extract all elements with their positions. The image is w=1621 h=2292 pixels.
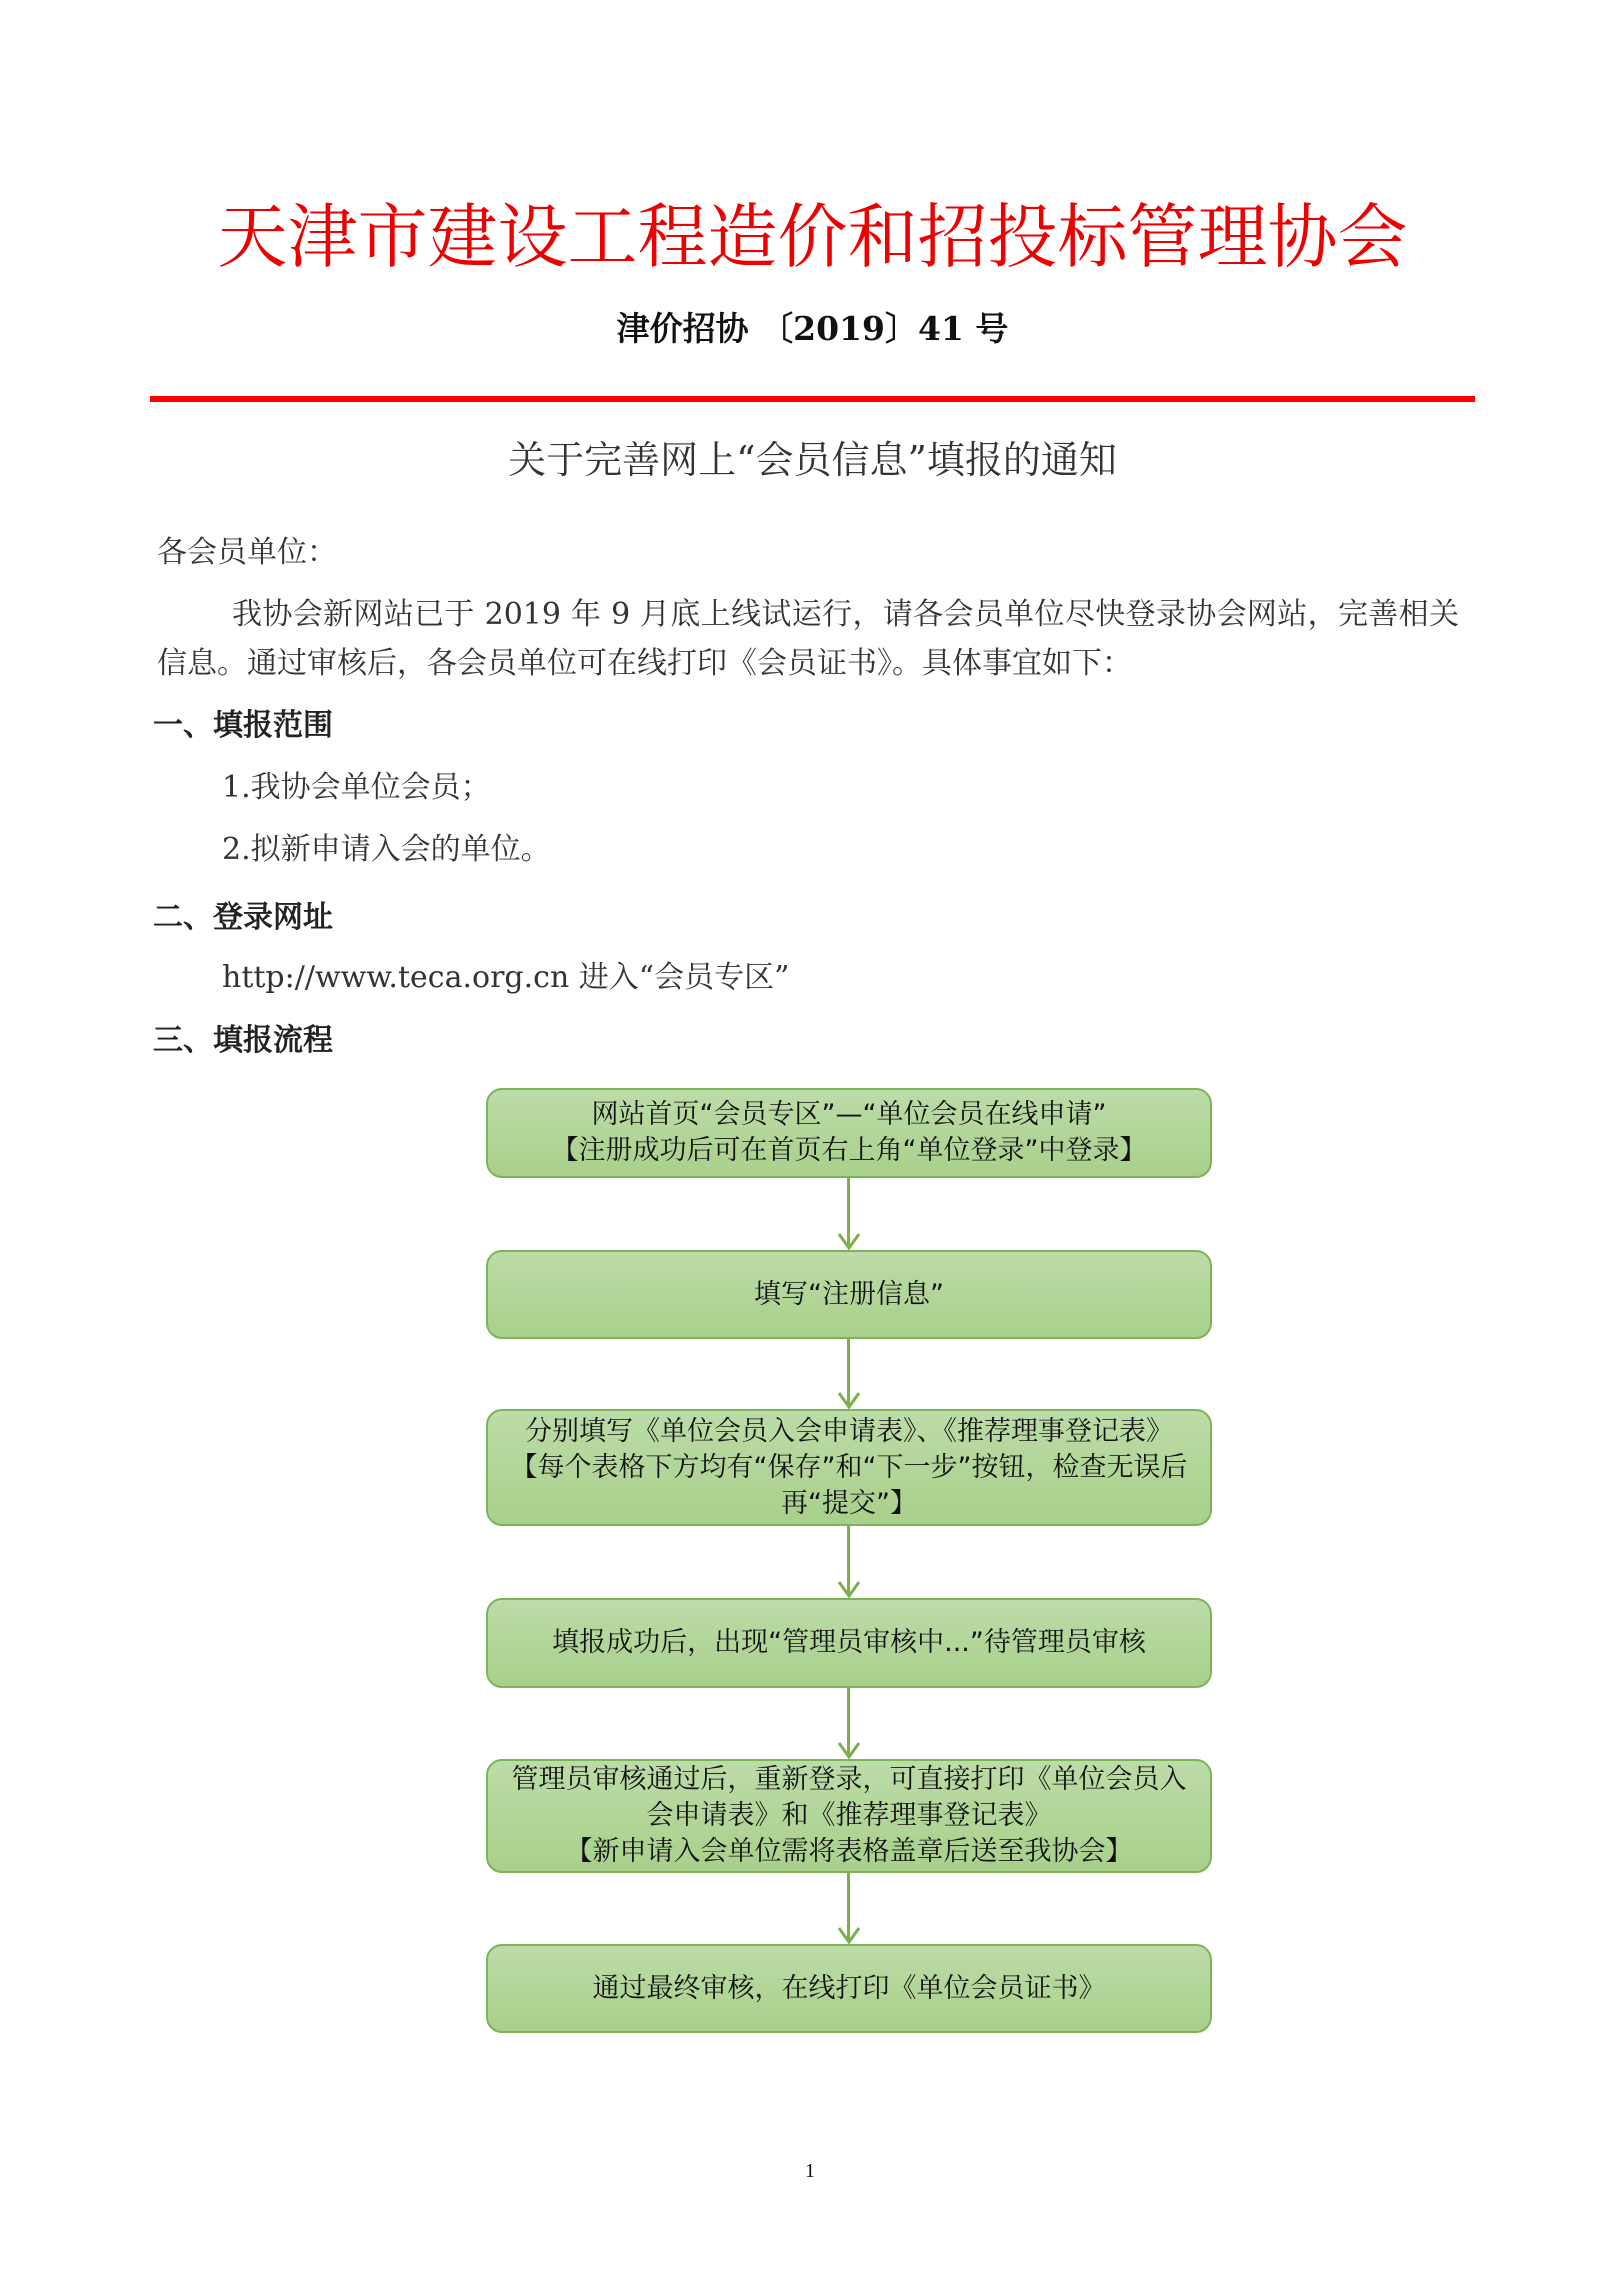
arrow-down-icon <box>837 1741 861 1759</box>
flow-step-1 <box>486 1088 1212 1178</box>
flow-step-3 <box>486 1409 1212 1526</box>
flow-step-6 <box>486 1944 1212 2033</box>
flow-step-text <box>510 1762 1188 1870</box>
flow-step-text <box>552 1097 1147 1169</box>
flow-step-line: 【新申请入会单位需将表格盖章后送至我协会】 <box>565 1836 1133 1867</box>
flow-step-text <box>552 1625 1146 1661</box>
login-url-link[interactable]: http://www.teca.org.cn 进入“会员专区” <box>222 960 790 995</box>
flow-step-text <box>593 1971 1106 2007</box>
flow-step-line: 管理员审核通过后，重新登录，可直接打印《单位会员入会申请表》和《推荐理事登记表》 <box>511 1764 1187 1831</box>
arrow-down-icon <box>837 1391 861 1409</box>
flow-step-5 <box>486 1759 1212 1873</box>
flow-step-2 <box>486 1250 1212 1339</box>
flow-step-text <box>510 1414 1188 1522</box>
flow-step-line: 网站首页“会员专区”—“单位会员在线申请” <box>591 1099 1107 1130</box>
section-heading-login-url: 二、登录网址 <box>153 900 333 935</box>
section-heading-process: 三、填报流程 <box>153 1023 333 1058</box>
flow-step-line: 填报成功后，出现“管理员审核中...”待管理员审核 <box>552 1627 1146 1658</box>
document-number: 津价招协 〔2019〕41 号 <box>616 309 1009 348</box>
intro-paragraph: 我协会新网站已于 2019 年 9 月底上线试运行，请各会员单位尽快登录协会网站，完善相关信息。通过审核后，各会员单位可在线打印《会员证书》。具体事宜如下： <box>157 597 1459 681</box>
arrow-down-icon <box>837 1926 861 1944</box>
flow-step-line: 【注册成功后可在首页右上角“单位登录”中登录】 <box>551 1135 1147 1166</box>
arrow-down-icon <box>837 1232 861 1250</box>
flow-step-line: 填写“注册信息” <box>754 1278 944 1310</box>
salutation: 各会员单位： <box>157 535 337 570</box>
notice-title: 关于完善网上“会员信息”填报的通知 <box>508 438 1117 482</box>
list-item: 2.拟新申请入会的单位。 <box>222 832 551 867</box>
flow-step-4 <box>486 1598 1212 1688</box>
page-number: 1 <box>805 2160 815 2182</box>
section-heading-scope: 一、填报范围 <box>153 708 333 743</box>
flow-step-line: 分别填写《单位会员入会申请表》、《推荐理事登记表》【每个表格下方均有“保存”和“下一步”按钮，检查无误后再“提交”】 <box>510 1415 1188 1519</box>
organization-title: 天津市建设工程造价和招投标管理协会 <box>217 196 1408 278</box>
list-item: 1.我协会单位会员； <box>222 770 491 805</box>
flow-step-line: 通过最终审核，在线打印《单位会员证书》 <box>592 1972 1106 2004</box>
arrow-down-icon <box>837 1580 861 1598</box>
flow-step-text <box>754 1277 944 1313</box>
